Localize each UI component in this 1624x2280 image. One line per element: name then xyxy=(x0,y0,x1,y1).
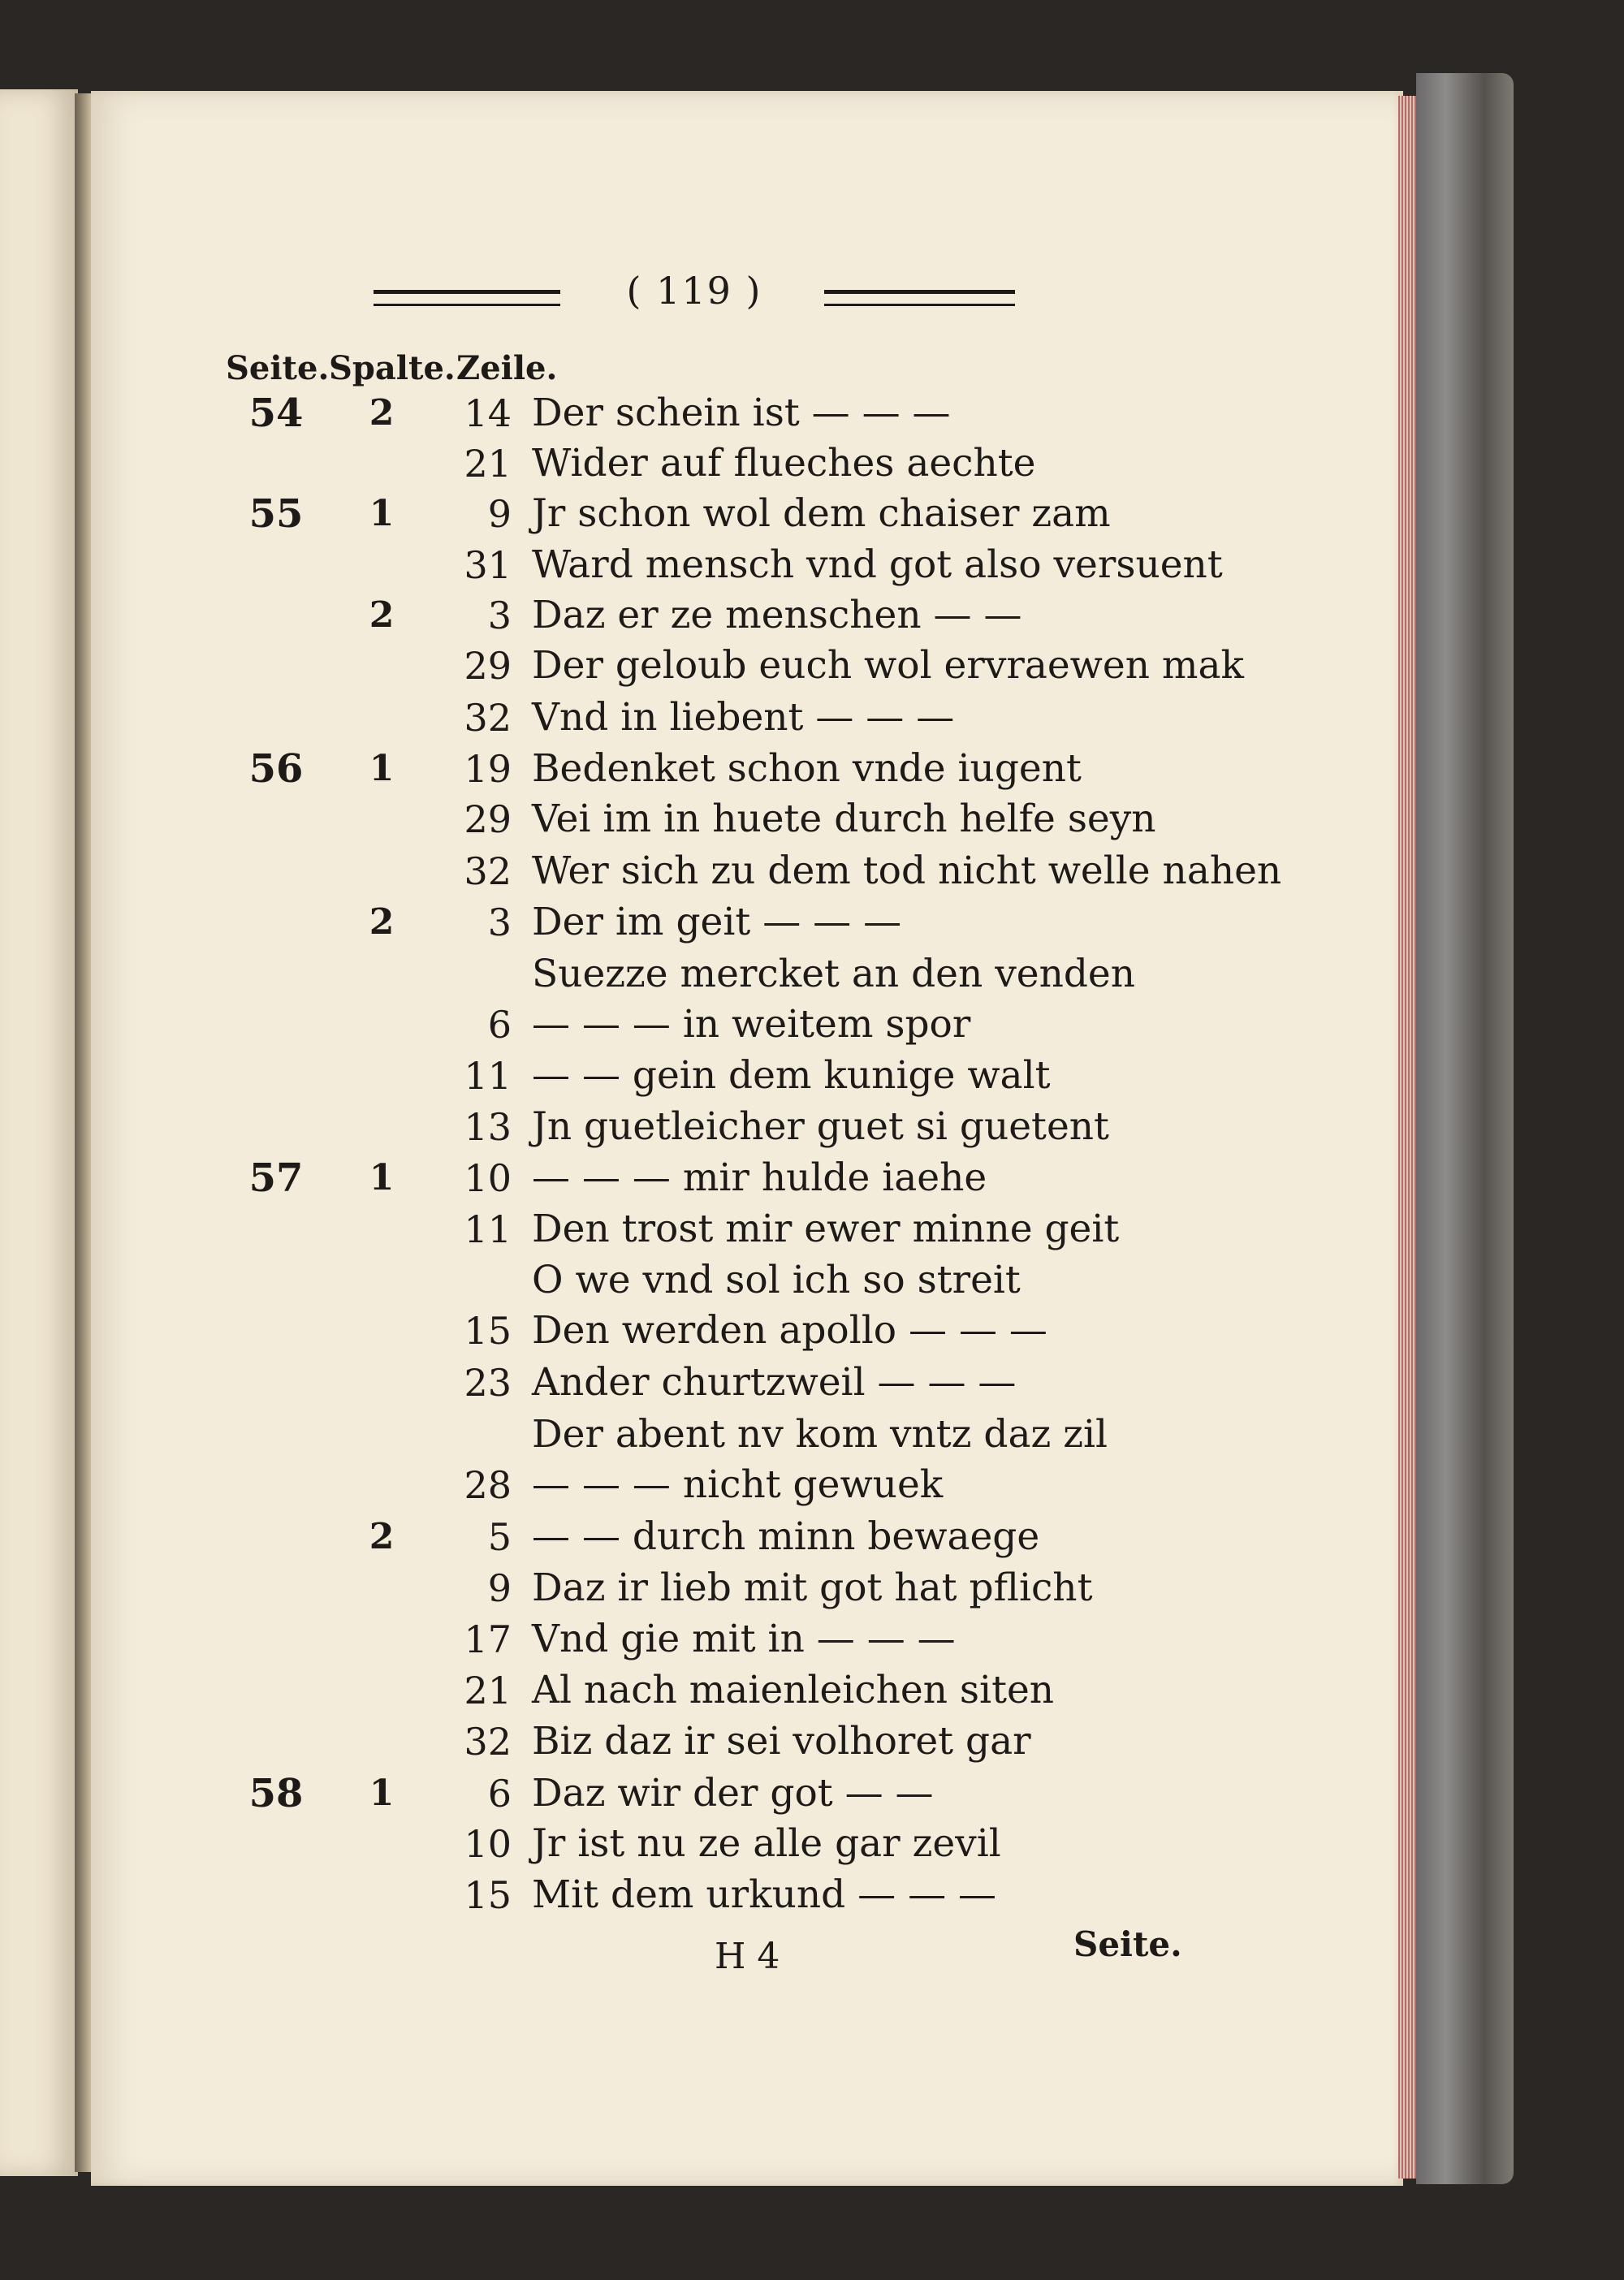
cell-text: Vnd gie mit in — — — xyxy=(532,1617,956,1661)
cell-zeile: 31 xyxy=(464,543,512,587)
table-row xyxy=(0,1051,1380,1101)
cell-text: Jr schon wol dem chaiser zam xyxy=(532,491,1111,536)
cell-text: — — gein dem kunige walt xyxy=(532,1053,1051,1098)
cell-text: Den werden apollo — — — xyxy=(532,1308,1047,1353)
cell-text: Der im geit — — — xyxy=(532,900,902,944)
cell-seite: 55 xyxy=(248,491,304,537)
table-row xyxy=(0,1716,1380,1767)
cell-zeile: 21 xyxy=(464,1669,512,1712)
cell-zeile: 11 xyxy=(464,1054,512,1098)
cell-zeile: 3 xyxy=(487,900,512,944)
cell-zeile: 15 xyxy=(464,1309,512,1353)
cell-text: Der geloub euch wol ervraewen mak xyxy=(532,643,1245,688)
cell-zeile: 17 xyxy=(464,1617,512,1661)
page-number: ( 119 ) xyxy=(626,269,762,313)
table-row xyxy=(0,794,1380,844)
cell-spalte: 1 xyxy=(369,748,395,789)
table-row xyxy=(0,1665,1380,1716)
table-row xyxy=(0,1000,1380,1050)
cell-text: Al nach maienleichen siten xyxy=(532,1668,1055,1712)
cell-zeile: 6 xyxy=(487,1772,512,1816)
cell-zeile: 32 xyxy=(464,696,512,740)
cell-spalte: 2 xyxy=(369,594,395,636)
cell-text: Daz wir der got — — xyxy=(532,1771,934,1816)
cell-text: Der abent nv kom vntz daz zil xyxy=(532,1412,1108,1457)
table-row xyxy=(0,438,1380,489)
column-header-zeile: Zeile. xyxy=(456,349,558,387)
cell-zeile: 9 xyxy=(487,1566,512,1610)
cell-zeile: 5 xyxy=(487,1515,512,1559)
catchword: Seite. xyxy=(1073,1924,1182,1964)
table-row xyxy=(0,489,1380,539)
cell-text: Wider auf flueches aechte xyxy=(532,441,1036,486)
cell-zeile: 23 xyxy=(464,1361,512,1405)
cell-zeile: 11 xyxy=(464,1207,512,1251)
cell-seite: 57 xyxy=(248,1155,304,1201)
cell-text: Wer sich zu dem tod nicht welle nahen xyxy=(532,849,1282,893)
cell-zeile: 15 xyxy=(464,1873,512,1917)
cell-text: Jn guetleicher guet si guetent xyxy=(532,1104,1109,1149)
table-row xyxy=(0,1870,1380,1920)
cell-zeile: 13 xyxy=(464,1105,512,1149)
cell-zeile: 14 xyxy=(464,391,512,435)
cell-seite: 58 xyxy=(248,1771,304,1816)
cell-zeile: 10 xyxy=(464,1156,512,1200)
cell-zeile: 9 xyxy=(487,492,512,536)
cell-text: Der schein ist — — — xyxy=(532,391,951,435)
cell-zeile: 6 xyxy=(487,1003,512,1047)
table-row xyxy=(0,1563,1380,1613)
cell-zeile: 29 xyxy=(464,797,512,841)
cell-zeile: 32 xyxy=(464,1720,512,1764)
signature-mark: H 4 xyxy=(715,1936,780,1977)
cell-zeile: 10 xyxy=(464,1822,512,1866)
table-row xyxy=(0,590,1380,641)
cell-zeile: 21 xyxy=(464,442,512,486)
table-row xyxy=(0,1460,1380,1510)
cell-zeile: 29 xyxy=(464,644,512,688)
page-header xyxy=(374,269,1015,321)
cell-text: Vnd in liebent — — — xyxy=(532,695,955,740)
cell-spalte: 2 xyxy=(369,1516,395,1557)
table-row xyxy=(0,1306,1380,1356)
table-row xyxy=(0,1819,1380,1869)
header-rule-right xyxy=(824,290,1015,306)
table-row xyxy=(0,949,1380,1000)
cell-text: Ward mensch vnd got also versuent xyxy=(532,542,1223,587)
cell-text: — — — mir hulde iaehe xyxy=(532,1155,987,1200)
table-row xyxy=(0,1512,1380,1562)
cell-text: Jr ist nu ze alle gar zevil xyxy=(532,1821,1001,1866)
cell-text: — — — in weitem spor xyxy=(532,1002,971,1047)
header-rule-left xyxy=(374,290,560,306)
cell-text: Ander churtzweil — — — xyxy=(532,1360,1017,1405)
cell-text: Daz er ze menschen — — xyxy=(532,593,1022,637)
cell-text: Biz daz ir sei volhoret gar xyxy=(532,1719,1031,1764)
cell-spalte: 1 xyxy=(369,1773,395,1814)
table-row xyxy=(0,1614,1380,1665)
table-row xyxy=(0,1204,1380,1254)
table-row xyxy=(0,641,1380,691)
cell-zeile: 28 xyxy=(464,1463,512,1507)
column-header-spalte: Spalte. xyxy=(329,349,456,387)
table-row xyxy=(0,1153,1380,1203)
cell-zeile: 32 xyxy=(464,849,512,893)
cell-spalte: 1 xyxy=(369,493,395,534)
table-row xyxy=(0,1255,1380,1306)
cell-seite: 54 xyxy=(248,391,304,436)
column-header-seite: Seite. xyxy=(226,349,330,387)
table-row xyxy=(0,744,1380,794)
cell-spalte: 1 xyxy=(369,1157,395,1198)
table-row xyxy=(0,1358,1380,1408)
table-row xyxy=(0,1102,1380,1152)
cell-seite: 56 xyxy=(248,746,304,792)
cell-text: Mit dem urkund — — — xyxy=(532,1872,997,1917)
table-row xyxy=(0,846,1380,896)
page-block-edge xyxy=(1398,96,1416,2179)
cell-zeile: 3 xyxy=(487,594,512,637)
table-row xyxy=(0,388,1380,438)
cell-zeile: 19 xyxy=(464,747,512,791)
table-row xyxy=(0,540,1380,590)
table-row xyxy=(0,897,1380,948)
cell-text: Vei im in huete durch helfe seyn xyxy=(532,797,1156,841)
table-row xyxy=(0,1768,1380,1819)
table-row xyxy=(0,1410,1380,1460)
cell-spalte: 2 xyxy=(369,901,395,943)
cell-text: O we vnd sol ich so streit xyxy=(532,1258,1021,1302)
cell-spalte: 2 xyxy=(369,392,395,434)
cell-text: Den trost mir ewer minne geit xyxy=(532,1207,1120,1251)
book-cover-edge xyxy=(1416,73,1514,2184)
cell-text: Bedenket schon vnde iugent xyxy=(532,746,1082,791)
cell-text: Suezze mercket an den venden xyxy=(532,952,1136,996)
cell-text: — — — nicht gewuek xyxy=(532,1462,944,1507)
cell-text: Daz ir lieb mit got hat pflicht xyxy=(532,1565,1093,1610)
table-row xyxy=(0,693,1380,743)
cell-text: — — durch minn bewaege xyxy=(532,1514,1040,1559)
